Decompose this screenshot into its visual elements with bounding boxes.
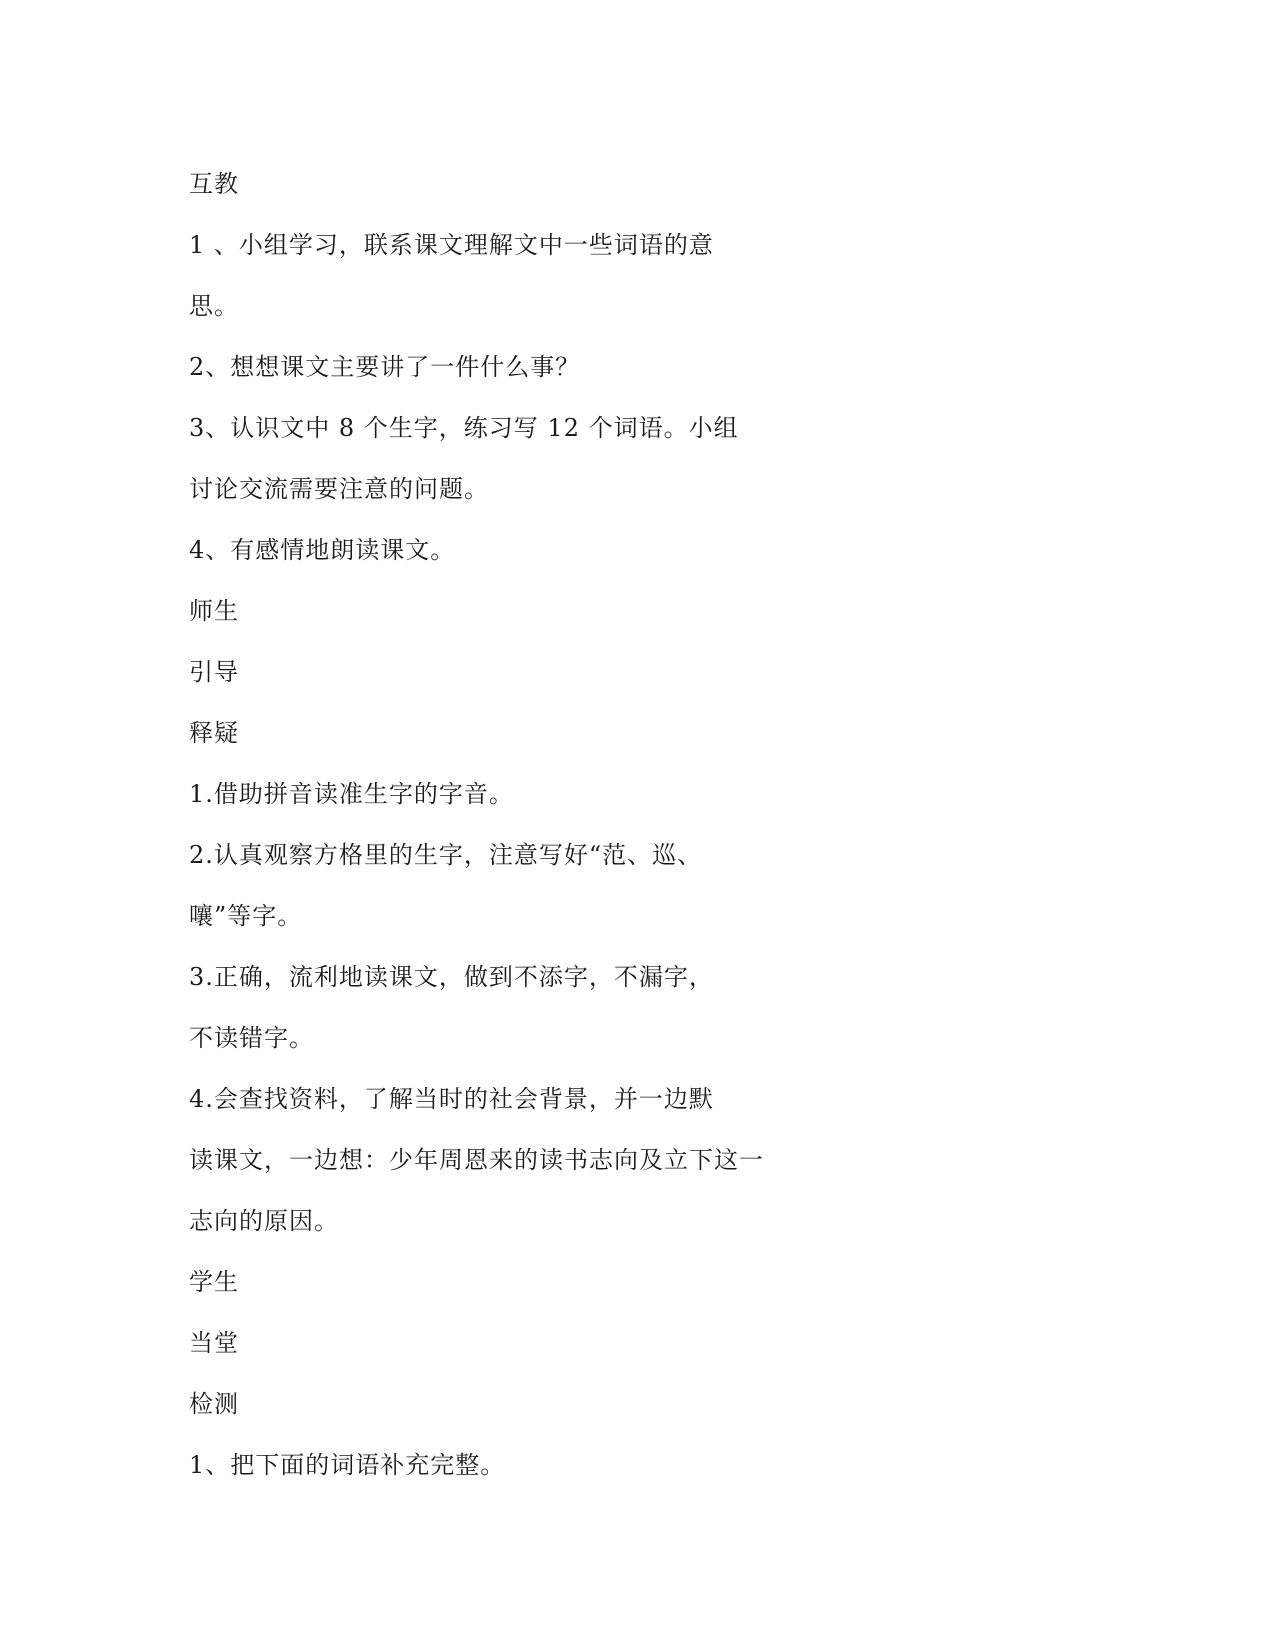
- text-line: 3.正确，流利地读课文，做到不添字，不漏字，: [189, 963, 714, 991]
- text-line: 1 、小组学习，联系课文理解文中一些词语的意: [189, 231, 714, 259]
- document-body: [189, 168, 809, 1510]
- section-heading-test: 检测: [189, 1390, 239, 1418]
- text-line: 志向的原因。: [189, 1207, 339, 1235]
- text-line: 1、把下面的词语补充完整。: [189, 1451, 506, 1479]
- text-line: 讨论交流需要注意的问题。: [189, 475, 489, 503]
- section-heading-students: 学生: [189, 1268, 239, 1296]
- section-heading-clarify: 释疑: [189, 719, 239, 747]
- text-line: 4、有感情地朗读课文。: [189, 536, 456, 564]
- text-line: 思。: [189, 292, 239, 320]
- section-heading-guide: 引导: [189, 658, 239, 686]
- text-line: 3、认识文中 8 个生字，练习写 12 个词语。小组: [189, 414, 739, 442]
- text-line: 读课文，一边想：少年周恩来的读书志向及立下这一: [189, 1146, 764, 1174]
- section-heading-mutual-teaching: 互教: [189, 170, 239, 198]
- text-line: 2、想想课文主要讲了一件什么事？: [189, 353, 581, 381]
- section-heading-in-class: 当堂: [189, 1329, 239, 1357]
- text-line: 4.会查找资料，了解当时的社会背景，并一边默: [189, 1085, 714, 1113]
- text-line: 2.认真观察方格里的生字，注意写好“范、巡、: [189, 841, 703, 869]
- section-heading-teacher-student: 师生: [189, 597, 239, 625]
- text-line: 1.借助拼音读准生字的字音。: [189, 780, 514, 808]
- text-line: 不读错字。: [189, 1024, 314, 1052]
- text-line: 嚷”等字。: [189, 902, 303, 930]
